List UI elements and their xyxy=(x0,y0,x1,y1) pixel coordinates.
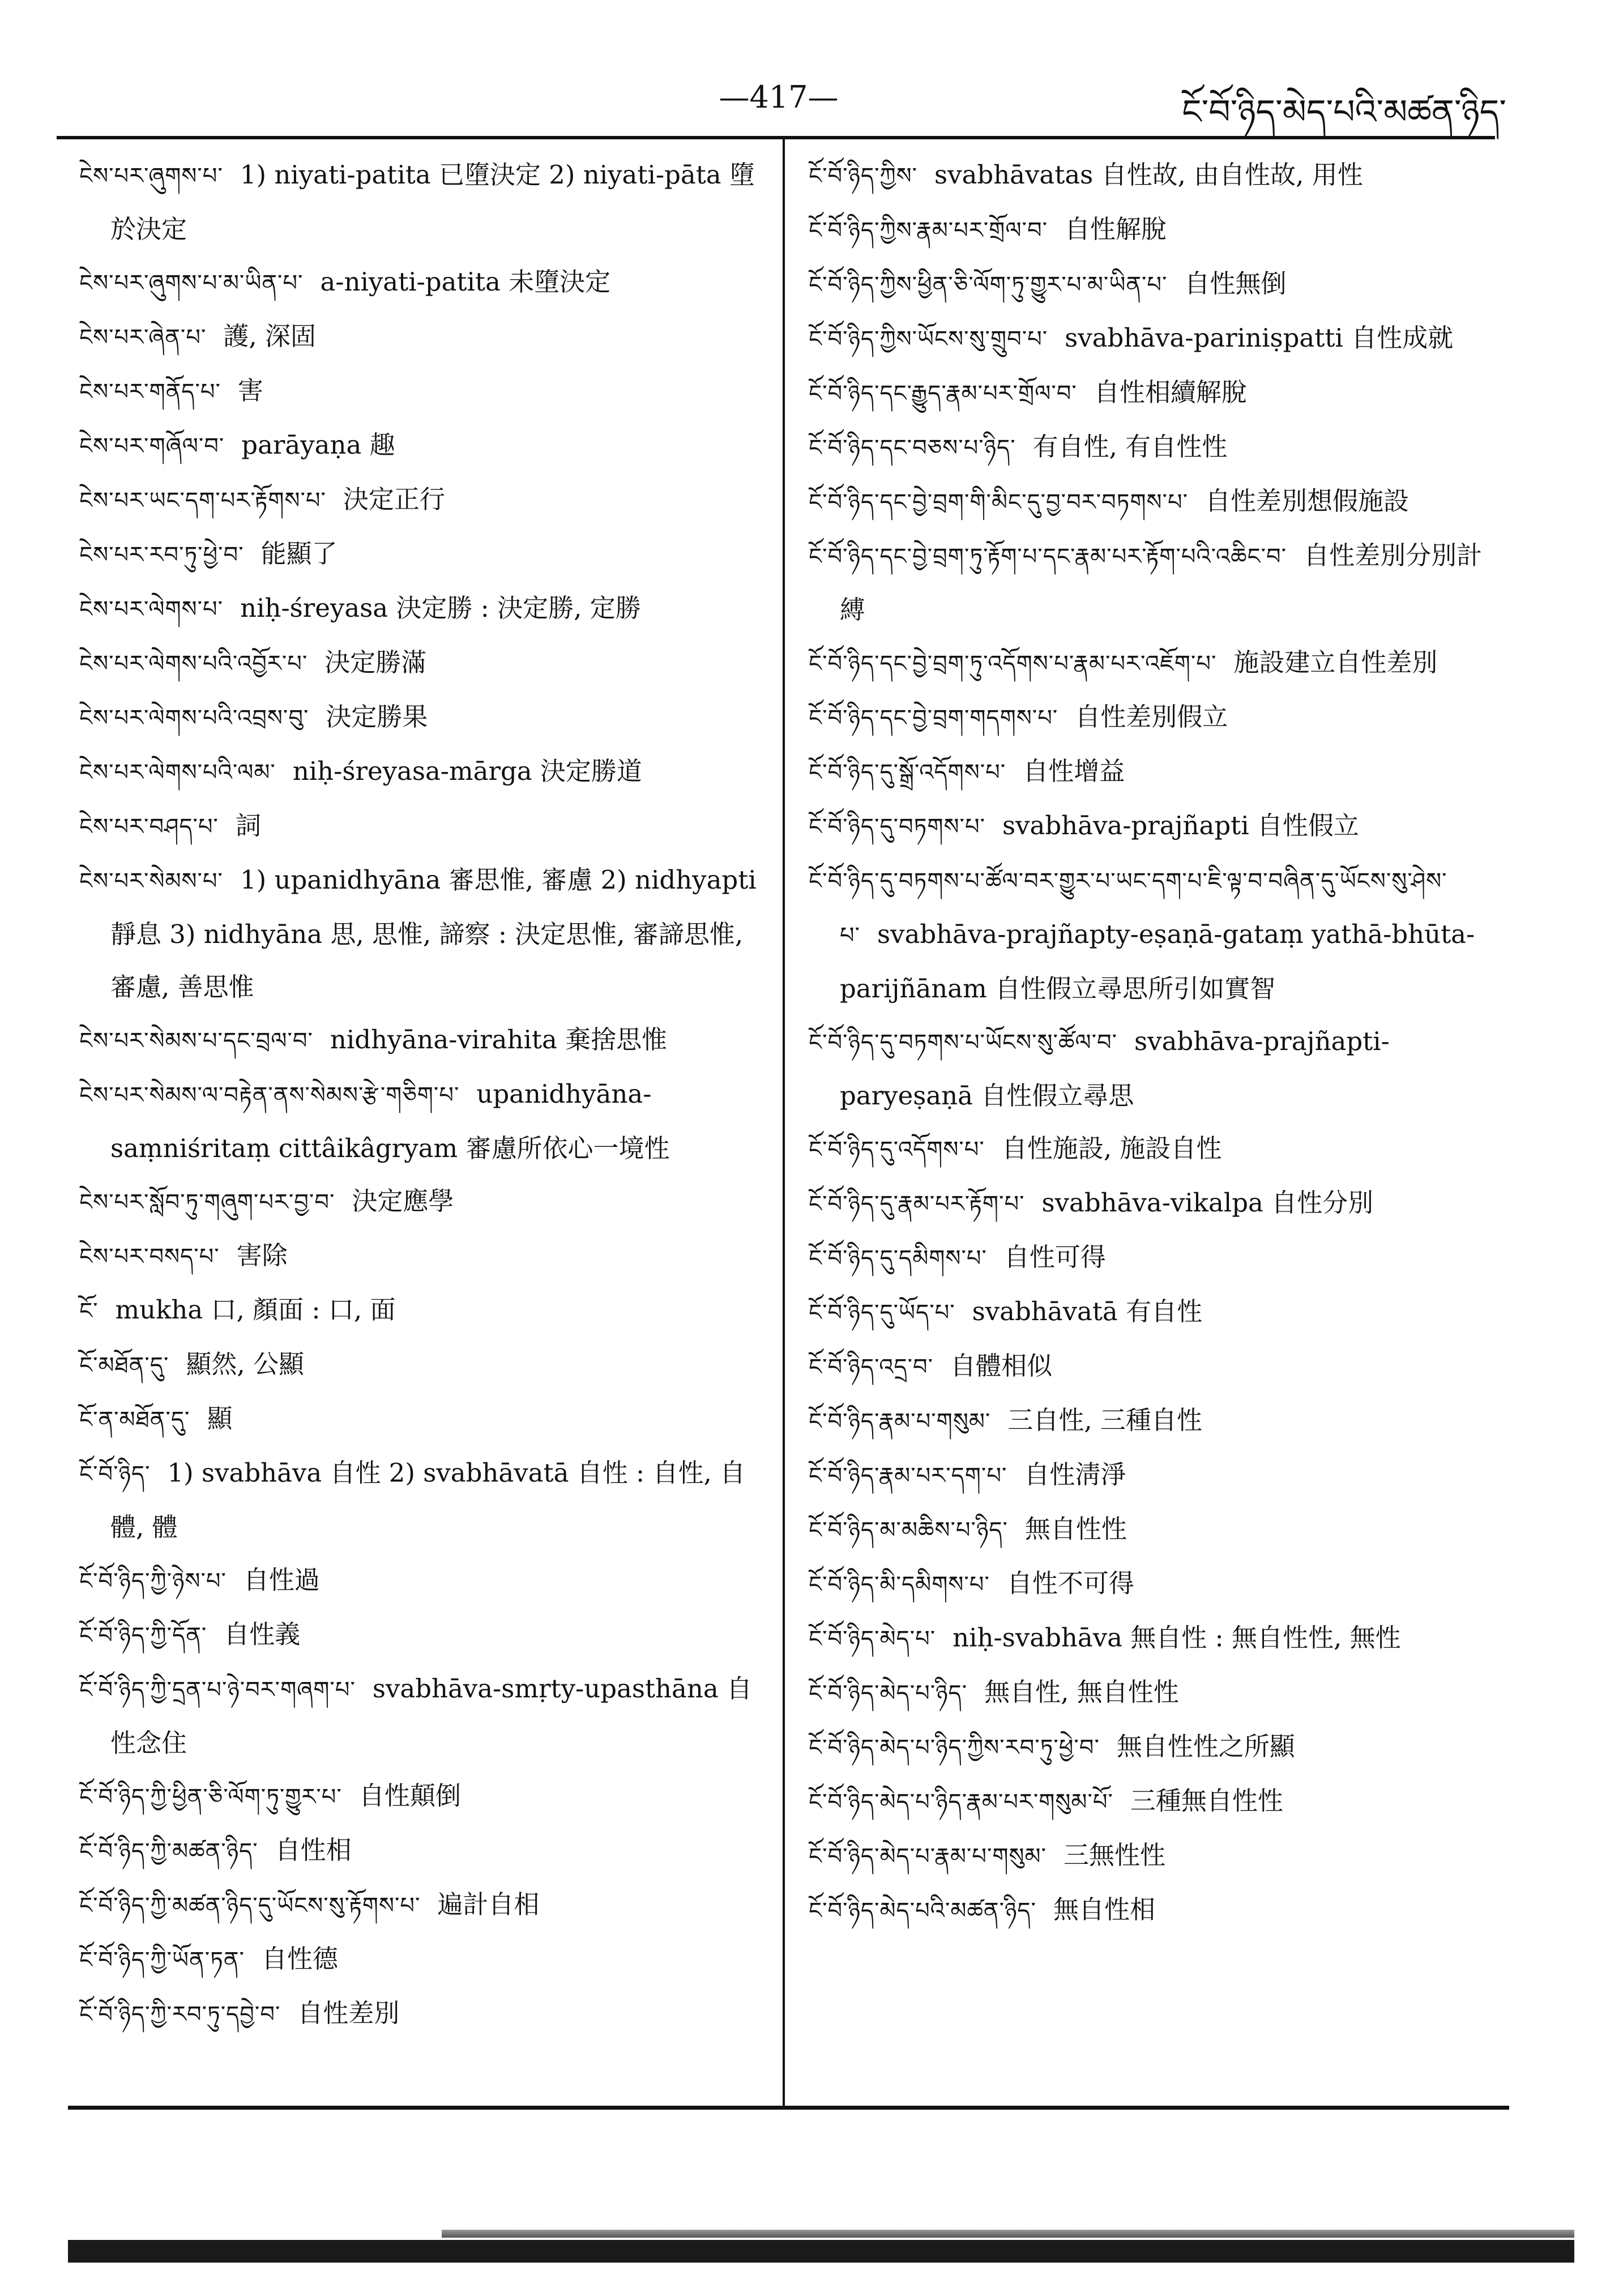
entry-definition: 自性解脫 xyxy=(1065,214,1167,244)
entry-tibetan-headword: ངོ་ xyxy=(79,1298,99,1324)
entry-tibetan-headword: ངེས་པར་ལེགས་པ་ xyxy=(79,596,224,622)
dictionary-entry xyxy=(79,745,767,799)
right-column xyxy=(809,148,1483,1937)
entry-tibetan-headword: ངོ་བོ་ཉིད་དུ་རྣམ་པར་རྟོག་པ་ xyxy=(809,1191,1025,1217)
entry-definition: upanidhyāna-saṃniśritaṃ cittâikâgryam 審慮所依心一境性 xyxy=(110,1079,670,1163)
entry-tibetan-headword: ངོ་ན་མཐོན་དུ་ xyxy=(79,1407,190,1433)
dictionary-entry xyxy=(79,690,767,745)
entry-definition: svabhāva-vikalpa 自性分別 xyxy=(1041,1188,1374,1218)
entry-tibetan-headword: ངོ་བོ་ཉིད་དང་བྱེ་བྲག་གདགས་པ་ xyxy=(809,705,1058,731)
dictionary-entry xyxy=(79,1338,767,1392)
dictionary-entry xyxy=(809,475,1483,529)
entry-definition: svabhāva-prajñapti-paryeṣaṇā 自性假立尋思 xyxy=(840,1026,1390,1111)
dictionary-entry xyxy=(809,1339,1483,1394)
dictionary-entry xyxy=(79,255,767,310)
dictionary-entry xyxy=(79,1229,767,1283)
entry-definition: 自性德 xyxy=(261,1944,338,1974)
dictionary-entry xyxy=(809,636,1483,690)
entry-definition: 自性淸淨 xyxy=(1024,1459,1126,1490)
entry-tibetan-headword: ངོ་བོ་ཉིད་དུ་སྒྲོ་འདོགས་པ་ xyxy=(809,759,1006,786)
entry-tibetan-headword: ངོ་བོ་ཉིད་ཀྱི་ཕྱིན་ཅི་ལོག་ཏུ་གྱུར་པ་ xyxy=(79,1784,342,1810)
entry-definition: 三種無自性性 xyxy=(1130,1786,1283,1816)
entry-tibetan-headword: ངོ་བོ་ཉིད་ xyxy=(79,1461,151,1487)
entry-tibetan-headword: ངོ་བོ་ཉིད་ཀྱིས་རྣམ་པར་གྲོལ་བ་ xyxy=(809,217,1048,244)
page-number: —417— xyxy=(719,79,839,115)
entry-definition: 害除 xyxy=(236,1240,288,1270)
dictionary-entry xyxy=(809,529,1483,636)
entry-definition: 1) niyati-patita 已墮決定 2) niyati-pāta 墮於決定 xyxy=(110,160,755,244)
dictionary-entry xyxy=(79,1608,767,1662)
bottom-rule xyxy=(68,2106,1509,2110)
entry-tibetan-headword: ངེས་པར་གཞོལ་བ་ xyxy=(79,433,225,459)
dictionary-entry xyxy=(79,1554,767,1608)
entry-tibetan-headword: ངེས་པར་ཡང་དག་པར་རྟོགས་པ་ xyxy=(79,488,326,514)
entry-definition: 決定勝滿 xyxy=(324,647,427,677)
entry-tibetan-headword: ངེས་པར་སེམས་པ་ xyxy=(79,868,223,894)
entry-tibetan-headword: ངོ་བོ་ཉིད་མི་དམིགས་པ་ xyxy=(809,1572,990,1598)
entry-definition: 自性差別假立 xyxy=(1075,702,1228,732)
entry-tibetan-headword: ངོ་བོ་ཉིད་རྣམ་པ་གསུམ་ xyxy=(809,1409,991,1435)
entry-tibetan-headword: ངོ་བོ་ཉིད་ཀྱི་དོན་ xyxy=(79,1623,207,1649)
dictionary-entry xyxy=(79,1769,767,1824)
entry-definition: 決定勝果 xyxy=(326,702,428,732)
entry-tibetan-headword: ངོ་བོ་ཉིད་མེད་པ་ཉིད་རྣམ་པར་གསུམ་པོ་ xyxy=(809,1789,1113,1815)
entry-definition: 顯 xyxy=(207,1403,233,1433)
entry-tibetan-headword: ངོ་བོ་ཉིད་མེད་པ་ཉིད་ xyxy=(809,1680,968,1706)
entry-tibetan-headword: ངེས་པར་སེམས་པ་དང་བྲལ་བ་ xyxy=(79,1028,313,1054)
entry-tibetan-headword: ངོ་བོ་ཉིད་མེད་པ་རྣམ་པ་གསུམ་ xyxy=(809,1843,1047,1870)
dictionary-entry xyxy=(809,257,1483,311)
entry-tibetan-headword: ངོ་བོ་ཉིད་ཀྱི་དྲན་པ་ཉེ་བར་གཞག་པ་ xyxy=(79,1677,356,1703)
dictionary-entry xyxy=(809,148,1483,203)
entry-definition: 無自性, 無自性性 xyxy=(984,1677,1179,1707)
entry-definition: 自性差別 xyxy=(297,1998,400,2028)
dictionary-entry xyxy=(79,1283,767,1338)
dictionary-entry xyxy=(79,364,767,419)
dictionary-entry xyxy=(809,1448,1483,1503)
entry-tibetan-headword: ངེས་པར་བསད་པ་ xyxy=(79,1244,220,1270)
scan-edge-bar xyxy=(68,2240,1574,2263)
dictionary-entry xyxy=(809,1720,1483,1774)
dictionary-entry xyxy=(809,420,1483,475)
dictionary-entry xyxy=(79,1824,767,1878)
entry-definition: 三無性性 xyxy=(1064,1840,1166,1870)
entry-tibetan-headword: ངོ་བོ་ཉིད་མེད་པ་ xyxy=(809,1626,936,1652)
entry-tibetan-headword: ངོ་བོ་ཉིད་དུ་འདོགས་པ་ xyxy=(809,1137,985,1163)
entry-definition: 自性相續解脫 xyxy=(1094,377,1247,407)
entry-tibetan-headword: ངོ་བོ་ཉིད་དུ་ཡོད་པ་ xyxy=(809,1300,955,1326)
entry-tibetan-headword: ངེས་པར་ལེགས་པའི་ལམ་ xyxy=(79,759,276,786)
entry-definition: 無自性相 xyxy=(1053,1894,1155,1924)
dictionary-entry xyxy=(79,1392,767,1446)
entry-tibetan-headword: ངོ་བོ་ཉིད་ཀྱིས་ཡོངས་སུ་གྲུབ་པ་ xyxy=(809,326,1048,352)
entry-definition: niḥ-śreyasa-mārga 決定勝道 xyxy=(292,756,642,786)
entry-definition: parāyaṇa 趣 xyxy=(241,430,395,460)
entry-definition: svabhāva-prajñapti 自性假立 xyxy=(1002,810,1359,840)
dictionary-entry xyxy=(79,148,767,255)
entry-definition: niḥ-śreyasa 決定勝 : 決定勝, 定勝 xyxy=(240,593,641,623)
entry-tibetan-headword: ངོ་བོ་ཉིད་ཀྱི་རབ་ཏུ་དབྱེ་བ་ xyxy=(79,2001,281,2028)
entry-definition: 遍計自相 xyxy=(437,1889,540,1919)
dictionary-entry xyxy=(809,1122,1483,1176)
entry-definition: 詞 xyxy=(235,810,261,840)
entry-tibetan-headword: ངོ་བོ་ཉིད་དུ་བཏགས་པ་ xyxy=(809,814,985,840)
entry-definition: 自性差別想假施設 xyxy=(1205,486,1410,516)
entry-tibetan-headword: ངེས་པར་ལེགས་པའི་འབྲས་བུ་ xyxy=(79,705,309,731)
left-column xyxy=(79,148,767,2041)
entry-tibetan-headword: ངོ་བོ་ཉིད་དང་བྱེ་བྲག་གི་མིང་དུ་བྱ་བར་བཏགས་པ་ xyxy=(809,489,1188,515)
entry-tibetan-headword: ངེས་པར་བཤད་པ་ xyxy=(79,814,219,840)
entry-tibetan-headword: ངོ་མཐོན་དུ་ xyxy=(79,1352,169,1379)
entry-definition: a-niyati-patita 未墮決定 xyxy=(320,267,611,297)
entry-definition: 自性相 xyxy=(275,1835,352,1865)
dictionary-entry xyxy=(79,419,767,473)
entry-definition: 自性增益 xyxy=(1023,756,1125,786)
dictionary-entry xyxy=(79,1932,767,1987)
entry-tibetan-headword: ངོ་བོ་ཉིད་ཀྱིས་ xyxy=(809,163,918,189)
running-head: ངོ་བོ་ཉིད་མེད་པའི་མཚན་ཉིད་ xyxy=(1182,92,1506,132)
entry-tibetan-headword: ངོ་བོ་ཉིད་དང་བྱེ་བྲག་ཏུ་རྟོག་པ་དང་རྣམ་པར་རྟོག་པའི་འཆིང་བ་ xyxy=(809,544,1287,570)
entry-definition: 施設建立自性差別 xyxy=(1233,647,1438,677)
top-rule xyxy=(57,136,1495,139)
entry-definition: 三自性, 三種自性 xyxy=(1007,1405,1202,1435)
entry-definition: 自性無倒 xyxy=(1184,268,1287,298)
dictionary-entry xyxy=(79,1987,767,2041)
entry-tibetan-headword: ངེས་པར་ཞུགས་པ་མ་ཡིན་པ་ xyxy=(79,270,304,296)
entry-definition: mukha 口, 顏面 : 口, 面 xyxy=(115,1295,396,1325)
dictionary-entry xyxy=(809,366,1483,420)
entry-tibetan-headword: ངེས་པར་ཞུགས་པ་ xyxy=(79,163,223,189)
dictionary-entry xyxy=(79,1013,767,1068)
entry-definition: 自性過 xyxy=(243,1565,320,1595)
entry-tibetan-headword: ངོ་བོ་ཉིད་དང་བྱེ་བྲག་ཏུ་འདོགས་པ་རྣམ་པར་འཇོག་པ་ xyxy=(809,651,1217,677)
entry-tibetan-headword: ངེས་པར་ལེགས་པའི་འབྱོར་པ་ xyxy=(79,651,308,677)
dictionary-entry xyxy=(809,1774,1483,1829)
dictionary-entry xyxy=(809,1176,1483,1231)
dictionary-entry xyxy=(809,1285,1483,1339)
entry-definition: 無自性性之所顯 xyxy=(1116,1731,1295,1761)
entry-definition: svabhāva-prajñapty-eṣaṇā-gataṃ yathā-bhūta-parijñānam 自性假立尋思所引如實智 xyxy=(840,919,1475,1004)
entry-definition: 顯然, 公顯 xyxy=(186,1349,304,1379)
entry-definition: svabhāva-smṛty-upasthāna 自性念住 xyxy=(110,1674,752,1758)
entry-definition: nidhyāna-virahita 棄捨思惟 xyxy=(330,1025,668,1055)
dictionary-entry xyxy=(809,203,1483,257)
entry-tibetan-headword: ངེས་པར་གནོད་པ་ xyxy=(79,379,221,405)
dictionary-entry xyxy=(79,636,767,690)
entry-definition: 自體相似 xyxy=(950,1351,1053,1381)
entry-tibetan-headword: ངོ་བོ་ཉིད་མེད་པ་ཉིད་ཀྱིས་རབ་ཏུ་ཕྱེ་བ་ xyxy=(809,1735,1100,1761)
column-divider xyxy=(783,138,785,2107)
entry-tibetan-headword: ངོ་བོ་ཉིད་རྣམ་པར་དག་པ་ xyxy=(809,1463,1007,1489)
entry-definition: 無自性性 xyxy=(1024,1514,1127,1544)
entry-definition: 自性可得 xyxy=(1003,1242,1106,1272)
entry-definition: 1) upanidhyāna 審思惟, 審慮 2) nidhyapti 靜息 3) nidhyāna 思, 思惟, 諦察 : 決定思惟, 審諦思惟, 審慮, 善思惟 xyxy=(110,865,757,1002)
entry-tibetan-headword: ངོ་བོ་ཉིད་དང་བཅས་པ་ཉིད་ xyxy=(809,435,1016,461)
dictionary-entry xyxy=(79,799,767,853)
entry-tibetan-headword: ངོ་བོ་ཉིད་འདྲ་བ་ xyxy=(809,1354,934,1380)
dictionary-entry xyxy=(809,1666,1483,1720)
entry-definition: 自性義 xyxy=(224,1619,301,1649)
entry-definition: 能顯了 xyxy=(260,539,338,569)
dictionary-entry xyxy=(809,853,1483,1015)
entry-definition: 1) svabhāva 自性 2) svabhāvatā 自性 : 自性, 自體, 體 xyxy=(110,1458,746,1542)
entry-definition: svabhāvatas 自性故, 由自性故, 用性 xyxy=(934,160,1363,190)
entry-tibetan-headword: ངོ་བོ་ཉིད་ཀྱི་ཡོན་ཏན་ xyxy=(79,1947,245,1973)
dictionary-entry xyxy=(79,1175,767,1229)
dictionary-entry xyxy=(79,473,767,527)
dictionary-entry xyxy=(79,1068,767,1175)
dictionary-entry xyxy=(809,1231,1483,1285)
dictionary-entry xyxy=(809,1503,1483,1557)
entry-tibetan-headword: ངོ་བོ་ཉིད་མ་མཆིས་པ་ཉིད་ xyxy=(809,1517,1008,1543)
entry-tibetan-headword: ངོ་བོ་ཉིད་ཀྱི་མཚན་ཉིད་དུ་ཡོངས་སུ་རྟོགས་པ་ xyxy=(79,1893,421,1919)
dictionary-entry xyxy=(809,1394,1483,1448)
dictionary-entry xyxy=(809,745,1483,799)
entry-tibetan-headword: ངོ་བོ་ཉིད་ཀྱི་ཉེས་པ་ xyxy=(79,1568,227,1594)
entry-tibetan-headword: ངེས་པར་སློབ་ཏུ་གཞུག་པར་བྱ་བ་ xyxy=(79,1189,335,1215)
dictionary-entry xyxy=(809,1015,1483,1122)
dictionary-entry xyxy=(79,1662,767,1769)
entry-definition: 自性顛倒 xyxy=(358,1781,461,1811)
entry-definition: 自性不可得 xyxy=(1006,1568,1134,1598)
entry-definition: niḥ-svabhāva 無自性 : 無自性性, 無性 xyxy=(953,1623,1401,1653)
dictionary-entry xyxy=(79,582,767,636)
dictionary-entry xyxy=(809,690,1483,745)
dictionary-entry xyxy=(809,1883,1483,1937)
entry-tibetan-headword: ངོ་བོ་ཉིད་ཀྱི་མཚན་ཉིད་ xyxy=(79,1838,258,1864)
dictionary-entry xyxy=(809,1611,1483,1666)
entry-definition: 決定應學 xyxy=(352,1186,454,1216)
dictionary-entry xyxy=(809,311,1483,366)
entry-tibetan-headword: ངོ་བོ་ཉིད་དུ་བཏགས་པ་ཡོངས་སུ་ཚོལ་བ་ xyxy=(809,1030,1118,1056)
dictionary-entry xyxy=(79,1878,767,1932)
dictionary-entry xyxy=(79,1446,767,1554)
entry-tibetan-headword: ངེས་པར་ཞེན་པ་ xyxy=(79,325,207,351)
entry-definition: 自性施設, 施設自性 xyxy=(1001,1133,1222,1163)
entry-definition: 自性差別分別計縛 xyxy=(840,540,1483,625)
entry-definition: svabhāva-pariniṣpatti 自性成就 xyxy=(1065,323,1454,353)
entry-tibetan-headword: ངོ་བོ་ཉིད་མེད་པའི་མཚན་ཉིད་ xyxy=(809,1898,1036,1924)
entry-definition: 決定正行 xyxy=(343,484,445,514)
dictionary-entry xyxy=(809,1829,1483,1883)
entry-tibetan-headword: ངེས་པར་རབ་ཏུ་ཕྱེ་བ་ xyxy=(79,542,244,568)
entry-tibetan-headword: ངོ་བོ་ཉིད་དང་རྒྱུད་རྣམ་པར་གྲོལ་བ་ xyxy=(809,381,1077,407)
entry-tibetan-headword: ངོ་བོ་ཉིད་དུ་དམིགས་པ་ xyxy=(809,1245,987,1271)
entry-definition: 害 xyxy=(237,375,263,406)
entry-definition: 有自性, 有自性性 xyxy=(1032,432,1228,462)
dictionary-entry xyxy=(79,527,767,582)
entry-tibetan-headword: ངེས་པར་སེམས་ལ་བརྟེན་ནས་སེམས་རྩེ་གཅིག་པ་ xyxy=(79,1082,460,1108)
entry-tibetan-headword: ངོ་བོ་ཉིད་ཀྱིས་ཕྱིན་ཅི་ལོག་ཏུ་གྱུར་པ་མ་ཡིན་པ་ xyxy=(809,272,1168,298)
entry-definition: 護, 深固 xyxy=(223,321,316,351)
dictionary-entry xyxy=(79,853,767,1013)
dictionary-entry xyxy=(79,310,767,364)
entry-definition: svabhāvatā 有自性 xyxy=(972,1296,1203,1326)
entry-tibetan-headword: ངོ་བོ་ཉིད་དུ་བཏགས་པ་ཚོལ་བར་གྱུར་པ་ཡང་དག་པ་ཇི་ལྟ་བ་བཞིན་དུ་ཡོངས་སུ་ཤེས་པ་ xyxy=(809,868,1447,949)
dictionary-entry xyxy=(809,1557,1483,1611)
dictionary-entry xyxy=(809,799,1483,853)
